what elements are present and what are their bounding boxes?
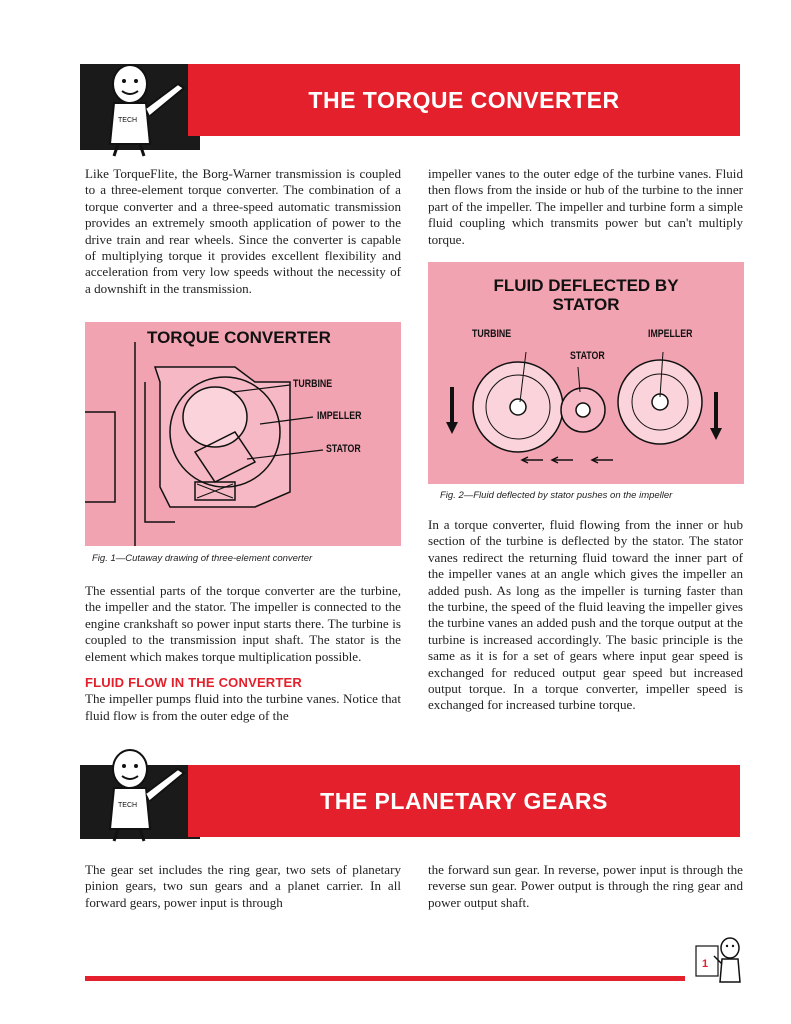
- figure-2-caption: Fig. 2—Fluid deflected by stator pushes on the impeller: [440, 490, 673, 501]
- section-heading: THE TORQUE CONVERTER: [188, 64, 740, 136]
- svg-text:TECH: TECH: [118, 802, 138, 809]
- paragraph: The essential parts of the torque converter are the turbine, the impeller and the stator. The impeller is connected to the engine crankshaft so power input starts there. The turbine is coupled to the transmission input shaft. The stator is the element which makes torque multiplication possible.: [85, 583, 401, 664]
- figure-torque-converter: [85, 322, 401, 546]
- paragraph: The gear set includes the ring gear, two sets of planetary pinion gears, two sun gears and a planet carrier. In all forward gears, power input is through: [85, 862, 401, 910]
- figure-title-line-2: STATOR: [552, 295, 620, 314]
- paragraph: The impeller pumps fluid into the turbine vanes. Notice that fluid flow is from the outer edge of the: [85, 691, 401, 723]
- right-column-planetary: [428, 862, 743, 911]
- left-column-body: [85, 583, 401, 724]
- figure-fluid-deflected: [428, 262, 744, 484]
- footer-mascot-icon: [692, 932, 752, 992]
- paragraph: the forward sun gear. In reverse, power input is through the reverse sun gear. Power output is through the ring gear and power output shaft.: [428, 862, 743, 910]
- right-column-intro: [428, 166, 743, 248]
- right-column-body: [428, 517, 743, 714]
- left-column-intro: [85, 166, 401, 297]
- bottom-rule: [85, 976, 685, 981]
- stator-flow-diagram: [428, 262, 744, 484]
- label-stator: STATOR: [570, 350, 605, 362]
- section-heading: THE PLANETARY GEARS: [188, 765, 740, 837]
- svg-text:TECH: TECH: [118, 117, 138, 124]
- subheading-fluid-flow: FLUID FLOW IN THE CONVERTER: [85, 675, 302, 691]
- label-turbine: TURBINE: [472, 328, 512, 340]
- left-column-planetary: [85, 862, 401, 911]
- label-impeller: IMPELLER: [317, 410, 362, 422]
- paragraph: Like TorqueFlite, the Borg-Warner transmission is coupled to a three-element torque converter. The combination of a torque converter and a three-speed automatic transmission provides an extremely smooth application of power to the drive train and rear wheels. Since the converter is capable of multiplying torque it provides excellent flexibility and acceleration from very low speeds without the necessity of a downshift in the transmission.: [85, 166, 401, 296]
- section-banner-torque-converter: [80, 58, 740, 158]
- label-turbine: TURBINE: [293, 378, 333, 390]
- converter-cutaway-diagram: [85, 322, 401, 546]
- figure-title: TORQUE CONVERTER: [147, 328, 331, 347]
- figure-title-line-1: FLUID DEFLECTED BY: [493, 276, 679, 295]
- section-banner-planetary-gears: [80, 743, 740, 843]
- mascot-icon: [88, 743, 198, 843]
- figure-1-caption: Fig. 1—Cutaway drawing of three-element converter: [92, 553, 313, 564]
- page-number: 1: [702, 958, 709, 970]
- paragraph: impeller vanes to the outer edge of the turbine vanes. Fluid then flows from the inside or hub of the turbine to the inner part of the impeller. The impeller and turbine form a simple fluid coupling which transmits power but can't multiply torque.: [428, 166, 743, 247]
- label-stator: STATOR: [326, 443, 361, 455]
- mascot-icon: [88, 58, 198, 158]
- label-impeller: IMPELLER: [648, 328, 693, 340]
- paragraph: In a torque converter, fluid flowing from the inner or hub section of the turbine is deflected by the stator. The stator vanes redirect the returning fluid toward the inner part of the impeller vanes at an angle which gives the impeller an added push. As long as the impeller is turning faster than the turbine, the speed of the fluid leaving the impeller gives the turbine vanes an added push and the torque output at the turbine is increased accordingly. The basic principle is the same as it is for a set of gears where input gear speed is exchanged for reduced output gear speed but increased output torque. In a torque converter, impeller speed is exchanged for increased turbine torque.: [428, 517, 743, 713]
